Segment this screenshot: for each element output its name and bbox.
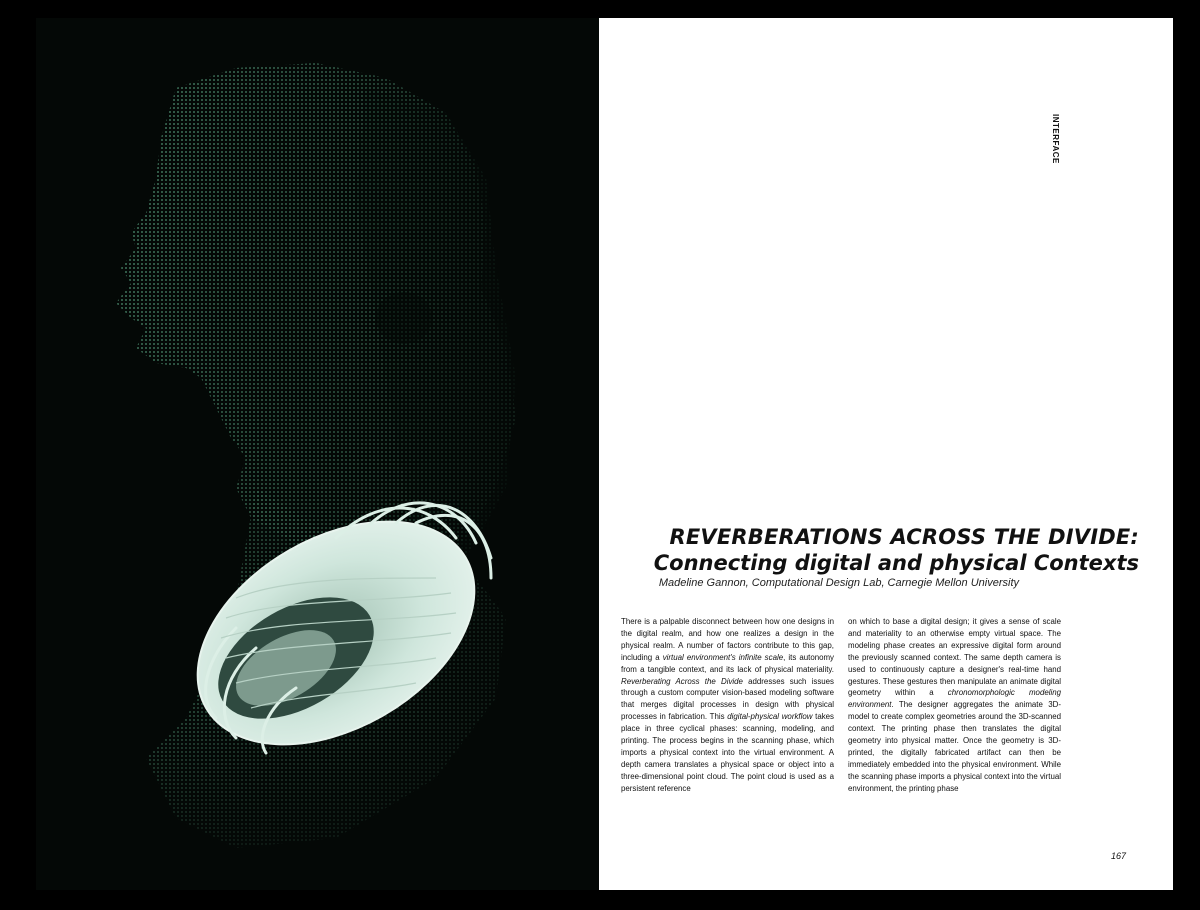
body-text-italic: Reverberating Across the Divide <box>621 676 743 686</box>
page-number: 167 <box>1111 851 1127 861</box>
left-page-photo <box>36 18 599 890</box>
body-text: There is a palpable disconnect between how one designs in the digital realm, and how one realizes a design in the physical realm. A number of factors contribute to this gap, including a <box>621 617 834 662</box>
body-columns <box>621 616 1061 795</box>
title-line-2: Connecting digital and physical Contexts <box>653 551 1139 575</box>
body-text: on which to base a digital design; it gives a sense of scale and materiality to an otherwise empty virtual space. The modeling phase creates an expressive digital form around the previously scanned context. The same depth camera is used to continuously capture a designer's real-time hand gestures. These gestures then manipulate an animate digital geometry within a <box>848 617 1061 698</box>
body-text-italic: virtual environment's infinite scale <box>662 652 784 662</box>
author-name: Madeline Gannon, <box>658 577 749 589</box>
body-text: addresses such issues through a custom computer vision-based modeling software that merges digital processes in design with physical processes in fabrication. This <box>621 676 834 722</box>
body-text: , its autonomy from a tangible context, and its lack of physical materiality. <box>621 652 835 674</box>
body-column-2 <box>848 616 1061 795</box>
fade-bottom <box>36 18 599 890</box>
body-text: takes place in three cyclical phases: scanning, modeling, and printing. The process begins in the scanning phase, which imports a physical context into the virtual environment. A depth camera translates a physical space or object into a three-dimensional point cloud. The point cloud is used as a persistent reference <box>621 712 834 793</box>
title-line-1: REVERBERATIONS ACROSS THE DIVIDE: <box>669 525 1139 549</box>
section-tag: INTERFACE <box>1051 114 1060 164</box>
point-cloud-illustration <box>36 18 599 890</box>
right-page-article <box>599 18 1173 890</box>
body-text: . The designer aggregates the animate 3D-model to create complex geometries around the 3D-scanned context. The printing phase then translates the digital geometry into physical matter. Once the geometry is 3D-printed, the digitally fabricated artifact can then be immediately embedded into the physical environment. While the scanning phase imports a physical context into the virtual environment, the printing phase <box>848 700 1061 793</box>
byline <box>619 577 1019 589</box>
body-text-italic: chronomorphologic modeling environment <box>848 688 1061 710</box>
article-title <box>619 524 1139 576</box>
body-text-italic: digital-physical workflow <box>727 712 813 722</box>
affiliation: Computational Design Lab, Carnegie Mellon University <box>748 577 1019 589</box>
body-column-1 <box>621 616 834 795</box>
